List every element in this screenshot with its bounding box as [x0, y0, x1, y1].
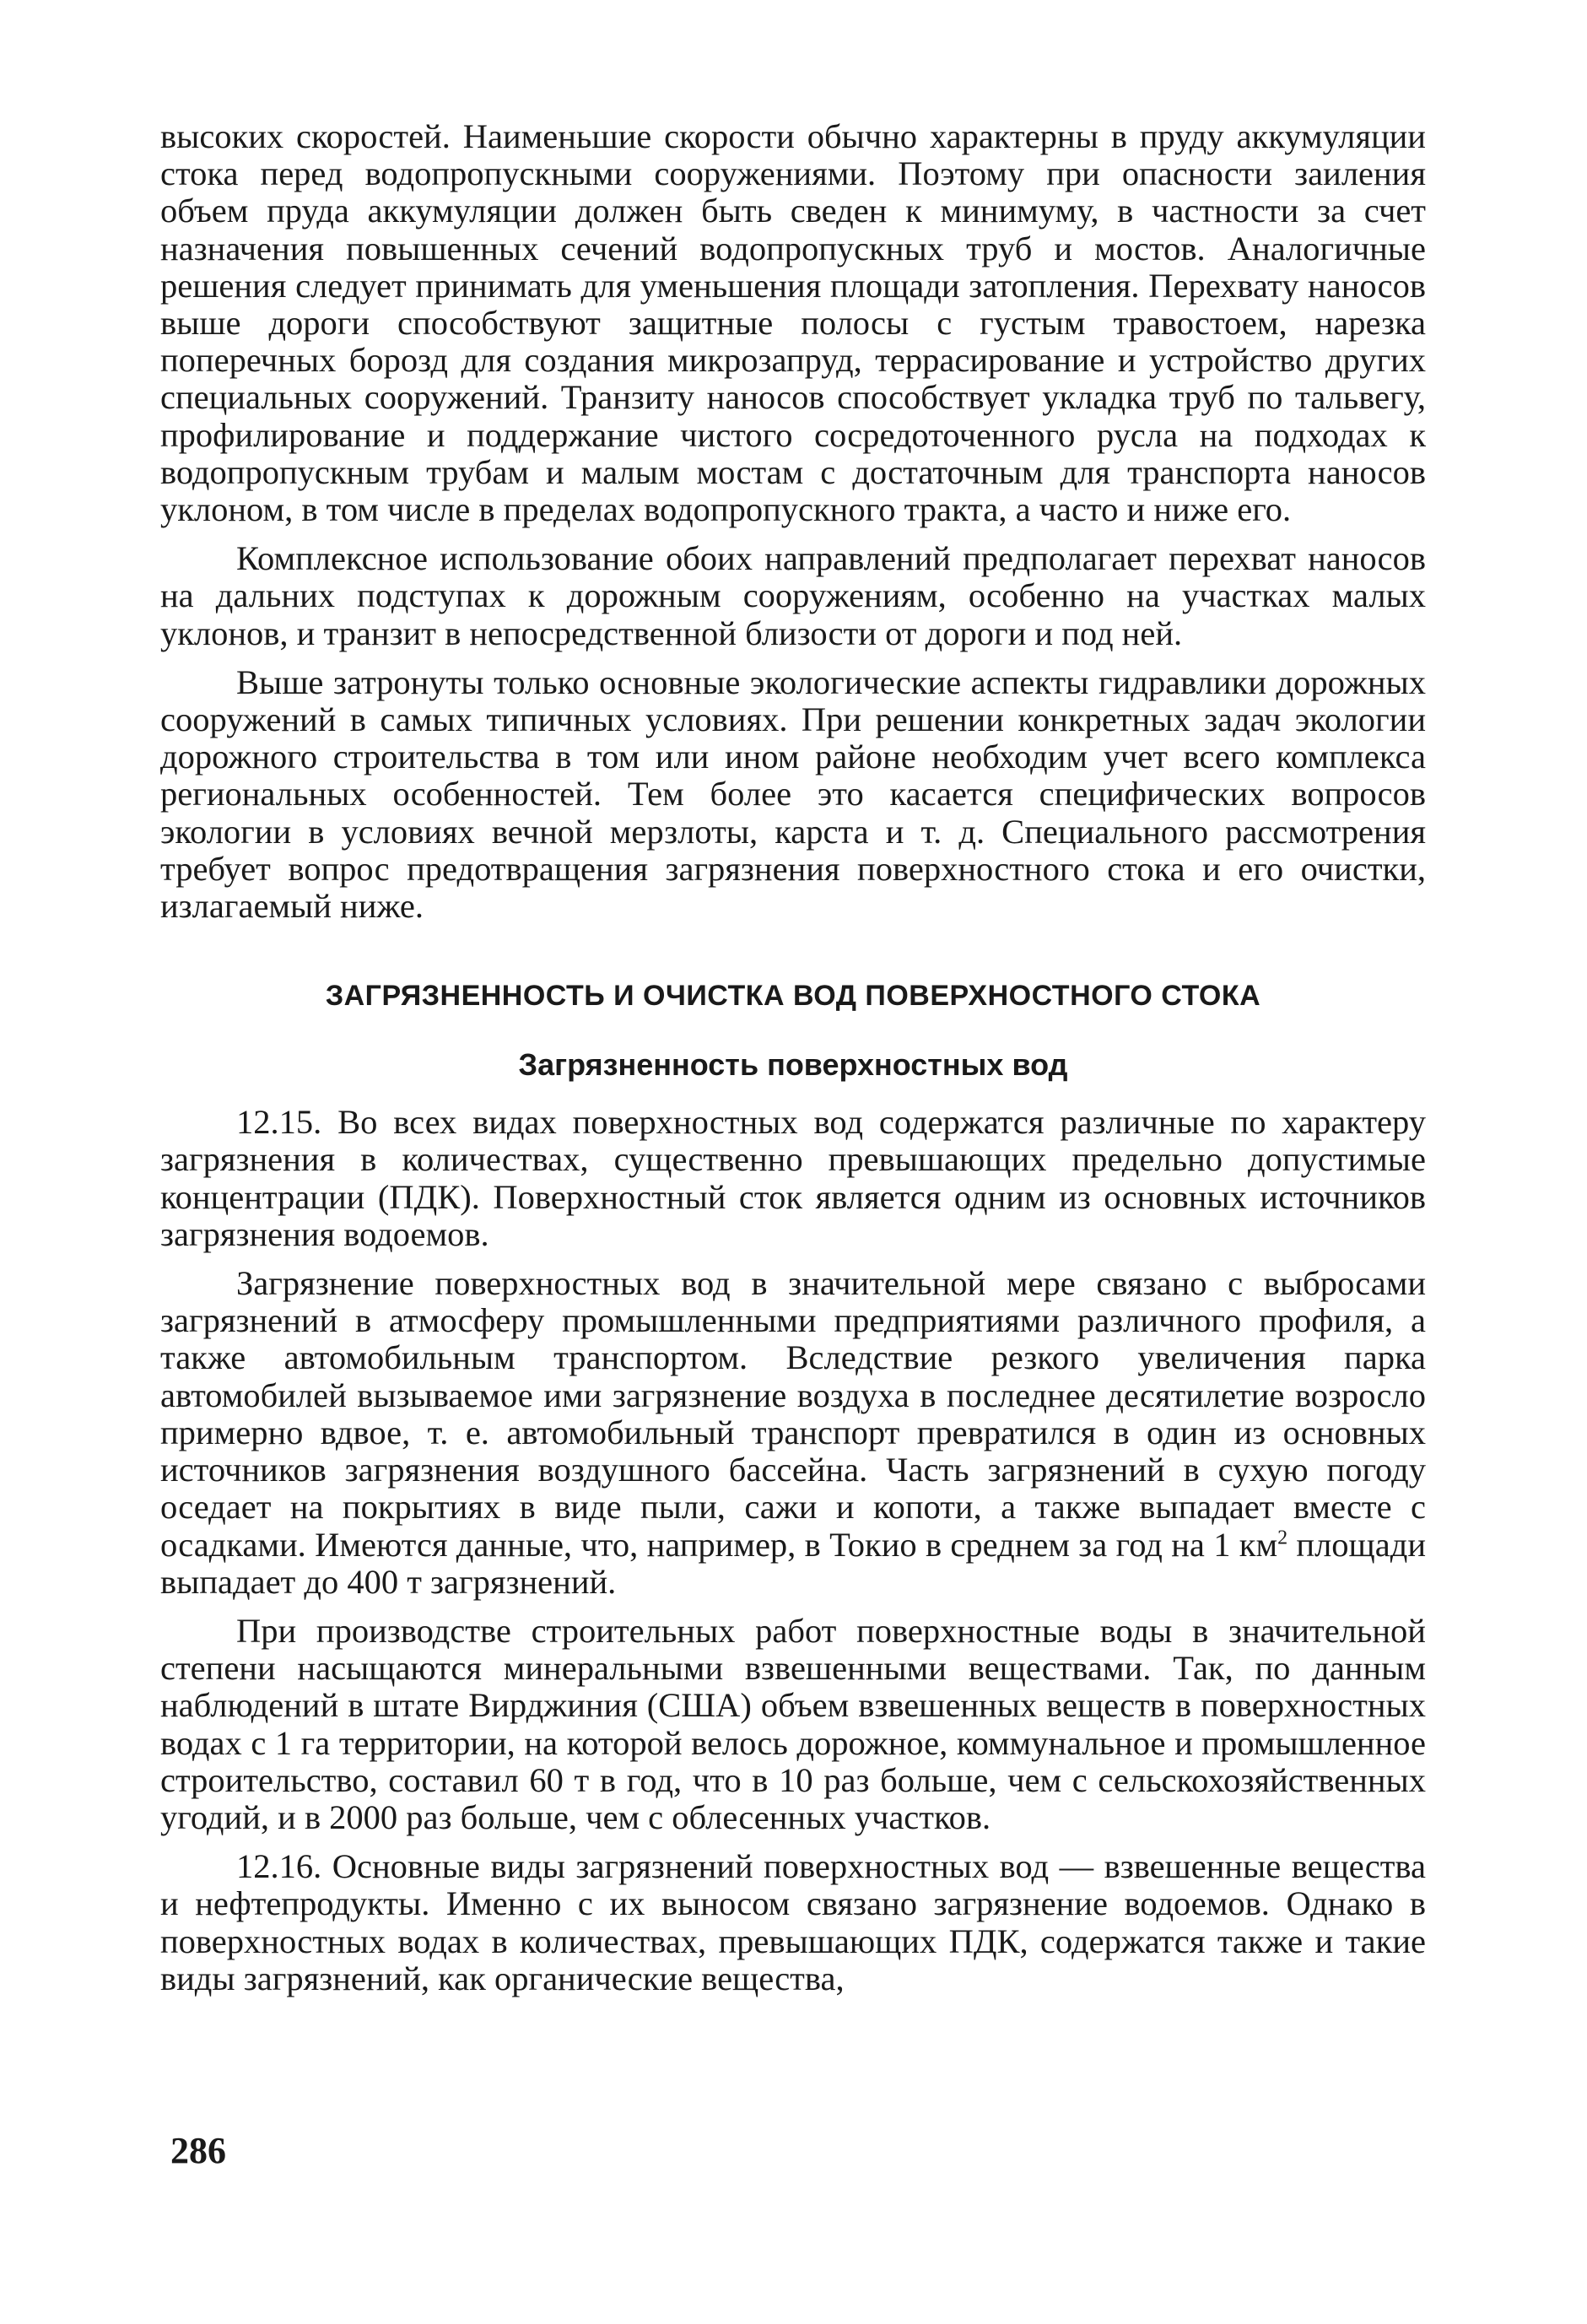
page-number: 286	[170, 2130, 226, 2171]
paragraph-air-pollution-tail: площади выпадает до 400 т загрязнений.	[160, 1525, 1426, 1601]
paragraph-ecology-aspects: Выше затронуты только основные экологические аспекты гидравлики дорожных сооружений в самых типичных условиях. При решении конкретных задач экологии дорожного строительства в том или ином районе необходим учет всего комплекса региональных особенностей. Тем более это касается специфических вопросов экологии в условиях вечной мерзлоты, карста и т. д. Специального рассмотрения требует вопрос предотвращения загрязнения поверхностного стока и его очистки, излагаемый ниже.	[160, 662, 1426, 926]
paragraph-air-pollution	[160, 1265, 1426, 1601]
paragraph-complex-use: Комплексное использование обоих направлений предполагает перехват наносов на дальних подступах к дорожным сооружениям, особенно на участках малых уклонов, и транзит в непосредственной близости от дороги и под ней.	[160, 539, 1426, 652]
paragraph-12-15: 12.15. Во всех видах поверхностных вод содержатся различные по характеру загрязнения в количествах, существенно превышающих предельно допустимые концентрации (ПДК). Поверхностный сток является одним из основных источников загрязнения водоемов.	[160, 1103, 1426, 1253]
paragraph-construction: При производстве строительных работ поверхностные воды в значительной степени насыщаются минеральными взвешенными веществами. Так, по данным наблюдений в штате Вирджиния (США) объем взвешенных веществ в поверхностных водах с 1 га территории, на которой велось дорожное, коммунальное и промышленное строительство, составил 60 т в год, что в 10 раз больше, чем с сельскохозяйственных угодий, и в 2000 раз больше, чем с облесенных участков.	[160, 1611, 1426, 1836]
paragraph-continuation: высоких скоростей. Наименьшие скорости обычно характерны в пруду аккумуляции стока перед водопропускными сооружениями. Поэтому при опасности заиления объем пруда аккумуляции должен быть сведен к минимуму, в частности за счет назначения повышенных сечений водопропускных труб и мостов. Аналогичные решения следует принимать для уменьшения площади затопления. Перехвату наносов выше дороги способствуют защитные полосы с густым травостоем, нарезка поперечных борозд для создания микрозапруд, террасирование и устройство других специальных сооружений. Транзиту наносов способствует укладка труб по тальвегу, профилирование и поддержание чистого сосредоточенного русла на подходах к водопропускным трубам и малым мостам с достаточным для транспорта наносов уклоном, в том числе в пределах водопропускного тракта, а часто и ниже его.	[160, 117, 1426, 529]
paragraph-12-16: 12.16. Основные виды загрязнений поверхностных вод — взвешенные вещества и нефтепродукты. Именно с их выносом связано загрязнение водоемов. Однако в поверхностных водах в количествах, превышающих ПДК, содержатся также и такие виды загрязнений, как органические вещества,	[160, 1847, 1426, 1997]
superscript-two: 2	[1277, 1527, 1288, 1548]
subsection-title: Загрязненность поверхностных вод	[518, 1047, 1068, 1083]
paragraph-air-pollution-text: Загрязнение поверхностных вод в значительной мере связано с выбросами загрязнений в атмосферу промышленными предприятиями различного профиля, а также автомобильным транспортом. Вследствие резкого увеличения парка автомобилей вызываемое ими загрязнение воздуха в последнее десятилетие возросло примерно вдвое, т. е. автомобильный транспорт превратился в один из основных источников загрязнения воздушного бассейна. Часть загрязнений в сухую погоду оседает на покрытиях в виде пыли, сажи и копоти, а также выпадает вместе с осадками. Имеются данные, что, например, в Токио в среднем за год на 1 км	[160, 1264, 1426, 1564]
section-title: ЗАГРЯЗНЕННОСТЬ И ОЧИСТКА ВОД ПОВЕРХНОСТНОГО СТОКА	[325, 980, 1261, 1013]
page-body	[160, 118, 1426, 1997]
